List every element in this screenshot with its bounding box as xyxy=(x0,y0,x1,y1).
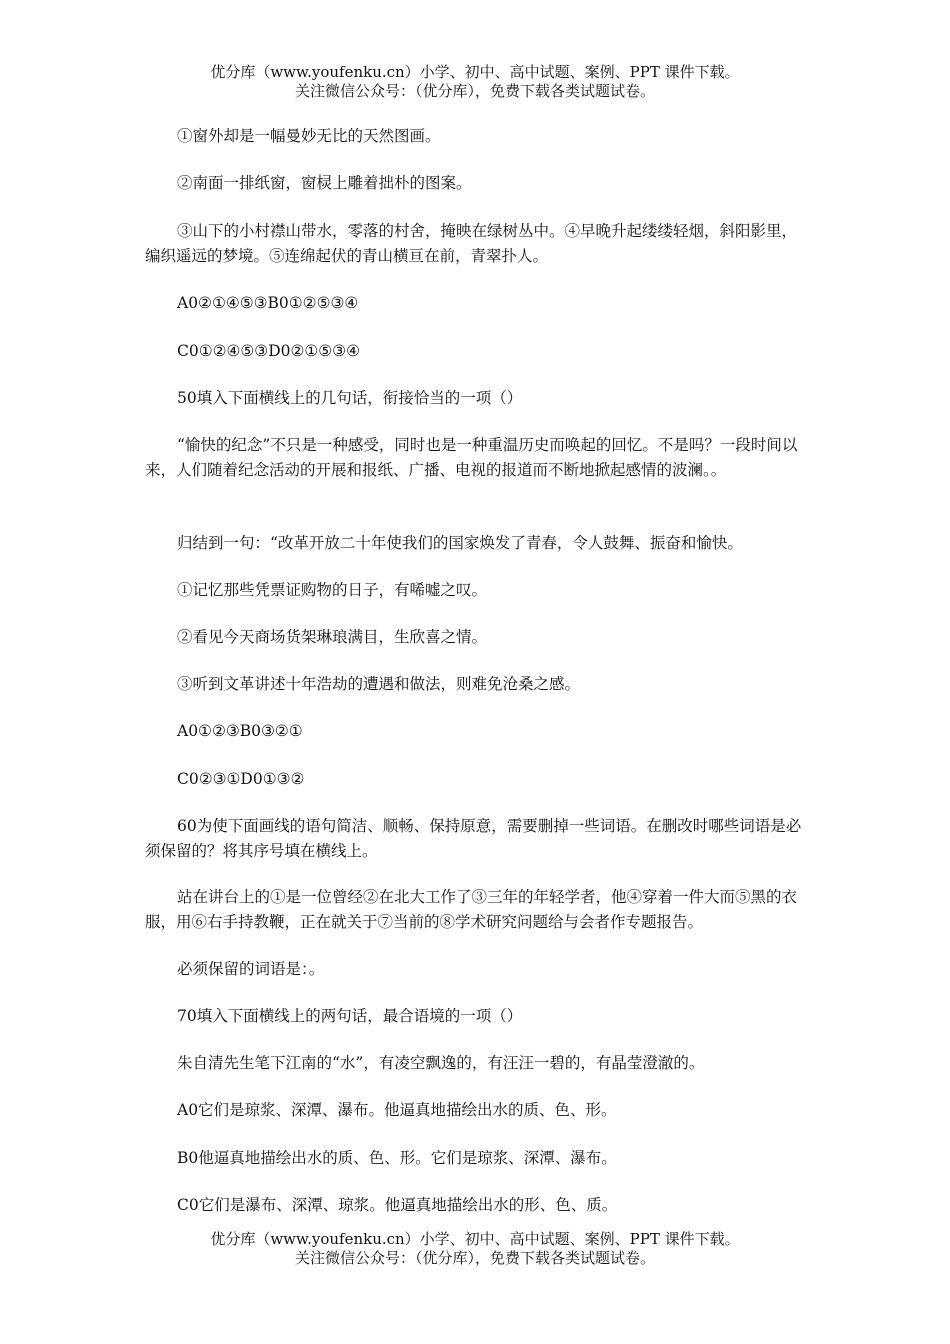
paragraph: ③山下的小村襟山带水，零落的村舍，掩映在绿树丛中。④早晚升起缕缕轻烟，斜阳影里，编织遥远的梦境。⑤连绵起伏的青山横亘在前，青翠扑人。 xyxy=(145,222,798,265)
option-line: C0②③①D0①③② xyxy=(177,770,305,788)
option-line: C0①②④⑤③D0②①⑤③④ xyxy=(177,342,360,360)
option-line: B0他逼真地描绘出水的质、色、形。它们是琼浆、深潭、瀑布。 xyxy=(177,1149,617,1167)
paragraph: 归结到一句：“改革开放二十年使我们的国家焕发了青春，令人鼓舞、振奋和愉快。 xyxy=(177,534,743,552)
footer-line-1: 优分库（www.youfenku.cn）小学、初中、高中试题、案例、PPT 课件下载。 xyxy=(210,1230,740,1248)
paragraph: “愉快的纪念”不只是一种感受，同时也是一种重温历史而唤起的回忆。不是吗？一段时间以来，人们随着纪念活动的开展和报纸、广播、电视的报道而不断地掀起感情的波澜。。 xyxy=(145,436,798,479)
paragraph: 朱自清先生笔下江南的“水”，有凌空飘逸的，有汪汪一碧的，有晶莹澄澈的。 xyxy=(177,1054,705,1072)
option-line: A0②①④⑤③B0①②⑤③④ xyxy=(177,294,359,312)
question-6: 60为使下面画线的语句简洁、顺畅、保持原意，需要删掉一些词语。在删改时哪些词语是必须保留的？将其序号填在横线上。 xyxy=(145,817,802,860)
paragraph: ②南面一排纸窗，窗棂上雕着拙朴的图案。 xyxy=(177,174,472,192)
paragraph: ①记忆那些凭票证购物的日子，有唏嘘之叹。 xyxy=(177,581,488,599)
option-line: C0它们是瀑布、深潭、琼浆。他逼真地描绘出水的形、色、质。 xyxy=(177,1196,618,1214)
question-7: 70填入下面横线上的两句话，最合语境的一项（） xyxy=(177,1007,523,1025)
question-5: 50填入下面横线上的几句话，衔接恰当的一项（） xyxy=(177,389,523,407)
paragraph: 站在讲台上的①是一位曾经②在北大工作了③三年的年轻学者，他④穿着一件大而⑤黑的衣服，用⑥右手持教鞭，正在就关于⑦当前的⑧学术研究问题给与会者作专题报告。 xyxy=(145,888,798,931)
option-line: A0它们是琼浆、深潭、瀑布。他逼真地描绘出水的质、色、形。 xyxy=(177,1101,617,1119)
page-footer xyxy=(0,1230,950,1268)
option-line: A0①②③B0③②① xyxy=(177,722,303,740)
footer-line-2: 关注微信公众号：（优分库），免费下载各类试题试卷。 xyxy=(294,1249,655,1267)
paragraph: 必须保留的词语是：。 xyxy=(177,960,325,978)
paragraph: ②看见今天商场货架琳琅满目，生欣喜之情。 xyxy=(177,628,488,646)
header-line-2: 关注微信公众号：（优分库），免费下载各类试题试卷。 xyxy=(294,82,655,100)
paragraph: ③听到文革讲述十年浩劫的遭遇和做法，则难免沧桑之感。 xyxy=(177,675,581,693)
header-line-1: 优分库（www.youfenku.cn）小学、初中、高中试题、案例、PPT 课件下载。 xyxy=(210,63,740,81)
page-header xyxy=(0,63,950,101)
paragraph: ①窗外却是一幅曼妙无比的天然图画。 xyxy=(177,127,441,145)
